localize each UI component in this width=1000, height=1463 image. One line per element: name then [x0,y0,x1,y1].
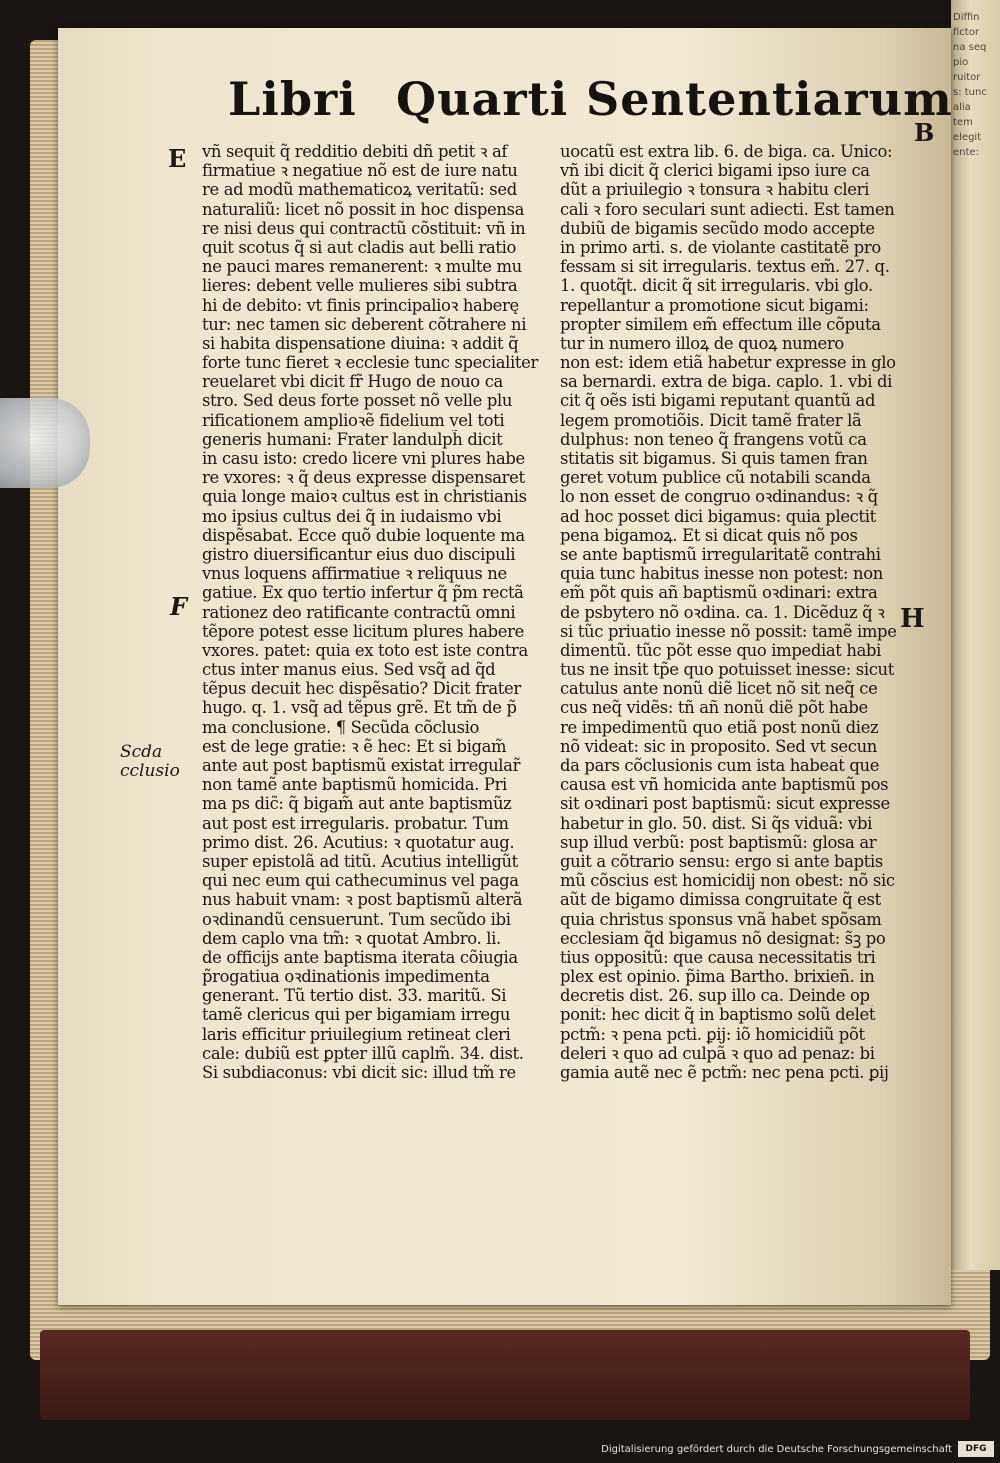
text-line: nus habuit vnam: ꝛ post baptismũ alterã [202,890,523,910]
running-head-word: Quarti [396,72,569,126]
text-line: reuelaret vbi dicit fr̃ Hugo de nouo ca [202,372,503,392]
text-line: pena bigamoꝝ. Et si dicat quis nõ pos [560,525,858,545]
text-line: tamẽ clericus qui per bigamiam irregu [202,1005,511,1025]
section-marker-b: B [914,118,935,147]
text-line: ctus inter manus eius. Sed vsq̃ ad q̃d [202,660,496,680]
text-line: vxores. patet: quia ex toto est iste contra [202,640,528,660]
text-line: ante aut post baptismũ existat irregular̃ [202,756,521,775]
text-line: mũ cõscius est homicidij non obest: nõ sic [560,871,895,891]
text-line: si tũc priuatio inesse nõ possit: tamẽ impe [560,621,897,641]
text-line: se ante baptismũ irregularitatẽ contrahi [560,544,881,564]
facing-page-fragment: tem [953,117,973,128]
text-line: fessam si sit irregularis. textus em̃. 27. q. [560,257,890,277]
facing-page-fragment: ente: [953,147,979,158]
text-line: re vxores: ꝛ q̃ deus expresse dispensaret [202,468,525,488]
text-line: firmatiue ꝛ negatiue nõ est de iure natu [202,161,518,181]
text-line: sup illud verbũ: post baptismũ: glosa ar [560,832,877,852]
text-line: plex est opinio. p̃ima Bartho. brixien̄. in [560,967,875,987]
facing-page-fragment: fictor [953,27,979,38]
text-line: ma ps dic̃: q̃ bigam̃ aut ante baptismũz [202,794,512,814]
text-line: tur in numero illoꝝ de quoꝝ numero [560,333,844,353]
text-line: dubiũ de bigamis secũdo modo accept̃e [560,218,875,238]
text-line: rationez deo ratificante contractũ omni [202,602,516,622]
facing-page-fragment: na seq [953,42,987,53]
text-line: lieres: debent velle mulieres sibi subtra [202,276,518,296]
page-clip [0,398,90,488]
text-line: ecclesiam q̃d bigamus nõ designat: s̃ꝫ po [560,928,886,948]
text-line: da pars cõclusionis cum ista habeat̃ que [560,756,880,775]
running-head-word: Sententiarum [586,72,953,126]
facing-page [951,0,1000,1270]
text-line: dem caplo vna tm̃: ꝛ quotat̃ Ambro. li. [202,928,501,948]
facing-page-fragment: alia [953,102,971,113]
facing-page-text [953,10,997,160]
text-line: re impedimentũ quo etiã post nonũ diez [560,717,879,737]
facing-page-fragment: Diffin [953,12,980,23]
text-line: nõ videat: sic in proposito. Sed vt secun [560,736,878,756]
text-line: Si subdiaconus: vbi dicit̃ sic: illud tm̃ re [202,1063,516,1082]
text-line: non est: idem etiã habetur expresse in glo [560,353,896,373]
text-line: cit q̃ oẽs isti bigami reputant̃ quantũ ad [560,391,876,411]
text-line: ponit̃: hec dicit q̃ in baptismo solũ delet̃ [560,1005,876,1025]
section-marker-e: E [168,144,187,173]
text-line: dulphus: non teneo q̃ frangens votũ ca [560,429,867,449]
text-line: tius oppositũ: que causa necessitatis tri [560,947,876,967]
text-line: gatiue. Ex quo tertio infertur q̃ p̃m rectã [202,583,524,603]
text-line: hi de debito: vt finis principalioꝛ haberę [202,295,519,315]
text-line: stitatis sit bigamus. Si quis tamen fran [560,449,868,468]
text-line: cus neq̃ vidẽs: tñ añ nonũ diẽ põt habe [560,698,868,718]
text-line: mo ipsius cultus dei q̃ in iudaismo vbi [202,506,502,526]
text-line: gamia autẽ nec ẽ pctm̃: nec pena pcti. ꝑij [560,1063,889,1082]
text-line: dimentũ. tũc põt esse quo impediat̃ habi [560,640,882,660]
text-line: tẽpus decuit hec dispẽsatio? Dicit frater [202,679,521,699]
text-line: deleri ꝛ quo ad culpã ꝛ quo ad penaz: bi [560,1043,875,1063]
text-line: 1. quotq̃t. dicit q̃ sit irregularis. vbi glo. [560,276,873,296]
facing-page-fragment: elegit [953,132,982,143]
text-line: re nisi deus qui contractũ cõstituit: vñ in [202,218,526,238]
book-binding [40,1330,970,1420]
text-line: de officijs ante baptisma iterata cõiugia [202,947,518,967]
text-line: sa bernardi. extra de biga. caplo. 1. vbi di [560,372,892,392]
text-line: naturaliũ: licet nõ possit in hoc dispensa [202,199,525,219]
footer-bar [0,1438,1000,1463]
text-line: pctm̃: ꝛ pena pcti. ꝑij: iõ homicidiũ põt [560,1024,865,1044]
text-line: super epistolã ad titũ. Acutius intelligũt [202,851,518,871]
facing-page-fragment: s: tunc [953,87,987,98]
text-line: causa est vñ homicida ante baptismũ pos [560,775,889,795]
text-line: vnus loquens affirmatiue ꝛ reliquus ne [202,564,507,584]
facing-page-fragment: pio [953,57,969,68]
text-line: qui nec eum qui cathecuminus vel paga [202,871,519,891]
text-line: quit scotus q̃ si aut cladis aut belli ratio [202,237,517,257]
running-head-word: Libri [228,72,357,126]
text-line: vñ sequit̃ q̃ redditio debiti dñ petit̃ ꝛ af [202,142,508,161]
running-head [228,72,953,142]
text-line: cale: dubiũ est ꝑpter illũ caplm̃. 34. dist. [202,1043,524,1063]
text-line: rificationem amplioꝛẽ fidelium vel toti [202,410,505,430]
text-line: dispẽsabat. Ecce quõ dubie loquente ma [202,525,525,545]
text-line: gistro diuersificantur eius duo discipuli [202,544,516,564]
text-line: quia longe maioꝛ cultus est in christianis [202,487,527,507]
text-line: si habita dispensatione diuina: ꝛ addit q̃ [202,333,519,353]
text-line: de psbytero nõ oꝛdina. ca. 1. Dicẽduz q̃ ꝛ [560,602,885,622]
text-line: tẽpore potest esse licitum plures habere [202,621,524,641]
text-line: lo non esset de congruo oꝛdinandus: ꝛ q̃ [560,487,878,507]
text-line: repellantur a promotione sicut bigami: [560,295,869,315]
text-line: p̃rogatiua oꝛdinationis impedimenta [202,967,490,987]
text-line: non tamẽ ante baptismũ homicida. Pri [202,775,507,795]
text-line: tus ne insit tp̃e quo potuisset inesse: sicut [560,660,894,680]
text-line: em̃ põt quis añ baptismũ oꝛdinari: extra [560,583,878,603]
margin-note-line: cclusio [120,761,180,781]
text-line: cali ꝛ foro seculari sunt adiecti. Est tamen [560,199,895,219]
text-line: hugo. q. 1. vsq̃ ad tẽpus grẽ. Et tm̃ de p̃ [202,698,517,718]
footer-credit: Digitalisierung gefördert durch die Deutsche Forschungsgemeinschaft [601,1444,952,1455]
text-line: dũt a priuilegio ꝛ tonsura ꝛ habitu cleri [560,180,869,200]
facing-page-fragment: ruitor [953,72,981,83]
text-line: primo dist. 26. Acutius: ꝛ quotatur aug. [202,832,515,852]
text-line: forte tunc fieret ꝛ ecclesie tunc specialiter [202,353,538,373]
text-line: sit oꝛdinari post baptismũ: sicut expresse [560,794,890,814]
text-line: uocatũ est extra lib. 6. de biga. ca. Unico: [560,142,893,161]
text-line: quia christus sponsus vnã habet spõsam [560,909,882,929]
text-line: decretis dist. 26. sup illo ca. Deinde op [560,986,870,1006]
section-marker-f: F [170,592,188,621]
text-line: in casu isto: credo licere vni plures habe [202,449,525,468]
text-line: quia tunc habitus inesse non potest: non [560,564,883,584]
margin-note-line: Scda [120,742,163,762]
text-line: generant. Tũ tertio dist. 33. maritũ. Si [202,986,507,1006]
text-column-left [202,142,547,1082]
text-line: ne pauci mares remanerent: ꝛ multe mu [202,257,522,277]
text-line: guit a cõtrario sensu: ergo si ante baptis [560,851,883,871]
text-line: catulus ante nonũ diẽ licet nõ sit neq̃ ce [560,679,878,699]
dfg-logo: DFG [958,1441,994,1457]
text-line: ad hoc posset dici bigamus: quia plectit̃ [560,506,876,526]
text-column-right [560,142,905,1082]
text-line: est de lege gratie: ꝛ ẽ hec: Et si bigam̃ [202,736,507,756]
text-line: re ad modũ mathematicoꝝ veritatũ: sed [202,180,517,200]
text-line: propter similem em̃ effectum ille cõputa [560,314,881,334]
text-line: generis humani: Frater landulph̃ dicit [202,429,503,449]
text-line: vñ ibi dicit̃ q̃ clerici bigami ipso iure ca [560,161,870,181]
text-line: tur: nec tamen sic deberent cõtrahere ni [202,314,527,334]
margin-note [120,742,200,780]
text-line: habetur in glo. 50. dist. Si q̃s viduã: vbi [560,813,873,833]
text-line: aũt de bigamo dimissa congruitate q̃ est [560,890,881,910]
text-line: aut post est irregularis. probatur. Tum [202,813,509,833]
text-line: geret votum publice cũ notabili scanda [560,468,871,488]
text-line: stro. Sed deus forte posset nõ velle plu [202,391,513,411]
text-line: laris efficitur priuilegium retineat cleri [202,1024,511,1044]
text-line: ma conclusione. ¶ Secũda cõclusio [202,717,480,737]
section-marker-h: H [900,604,925,634]
text-line: oꝛdinandũ censuerunt. Tum secũdo ibi [202,909,511,929]
text-line: in primo arti. s. de violante castitatẽ pro [560,237,881,257]
text-line: legem promotiõis. Dicit tamẽ frater lã [560,410,862,430]
